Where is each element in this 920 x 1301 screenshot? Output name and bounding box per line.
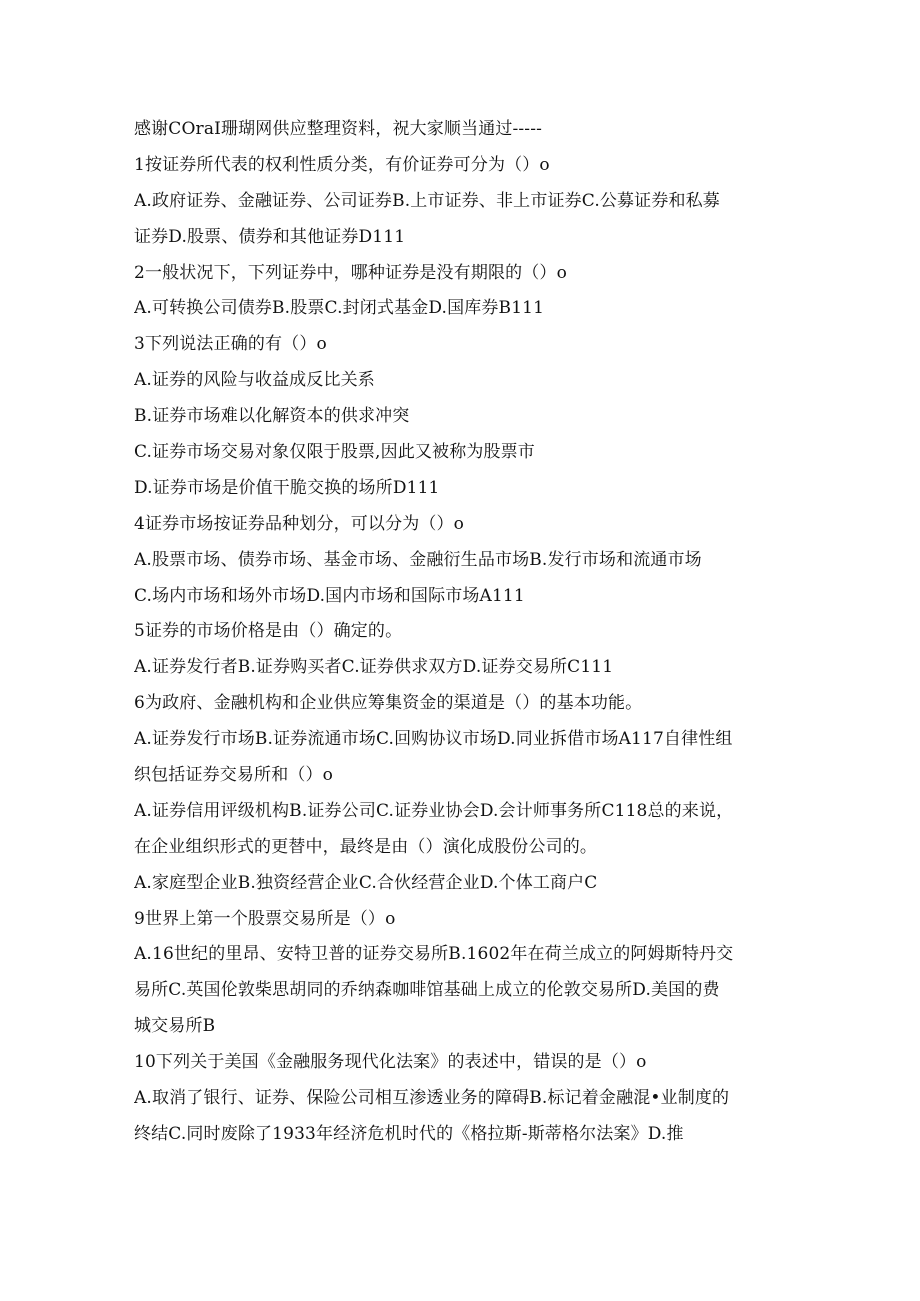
question-6-options: A.证券发行市场B.证券流通市场C.回购协议市场D.同业拆借市场A117自律性组	[134, 729, 733, 750]
question-4-options-cont: C.场内市场和场外市场D.国内市场和国际市场A111	[134, 585, 525, 606]
question-9-options: A.16世纪的里昂、安特卫普的证券交易所B.1602年在荷兰成立的阿姆斯特丹交	[134, 944, 734, 965]
question-10-options: A.取消了银行、证券、保险公司相互渗透业务的障碍B.标记着金融混•业制度的	[134, 1088, 730, 1109]
question-3-option-b: B.证券市场难以化解资本的供求冲突	[134, 406, 410, 427]
question-9-options-end: 城交易所B	[134, 1016, 216, 1037]
question-10-options-cont: 终结C.同时废除了1933年经济危机时代的《格拉斯-斯蒂格尔法案》D.推	[134, 1123, 684, 1144]
question-7-options: A.证券信用评级机构B.证券公司C.证券业协会D.会计师事务所C118总的来说，	[134, 800, 734, 821]
question-1: 1按证券所代表的权利性质分类，有价证券可分为（）o	[134, 154, 550, 175]
question-7-cont: 织包括证券交易所和（）o	[134, 765, 334, 786]
question-5: 5证券的市场价格是由（）确定的。	[134, 621, 403, 642]
question-5-options: A.证券发行者B.证券购买者C.证券供求双方D.证券交易所C111	[134, 657, 614, 678]
question-9: 9世界上第一个股票交易所是（）o	[134, 908, 396, 929]
document-body	[134, 112, 800, 1153]
question-1-options: A.政府证券、金融证券、公司证券B.上市证券、非上市证券C.公募证券和私募	[134, 190, 720, 211]
question-8-cont: 在企业组织形式的更替中，最终是由（）演化成股份公司的。	[134, 836, 598, 857]
question-1-options-cont: 证券D.股票、债券和其他证券D111	[134, 226, 406, 247]
question-3-option-c: C.证券市场交易对象仅限于股票,因此又被称为股票市	[134, 442, 535, 463]
question-2: 2一般状况下，下列证券中，哪种证券是没有期限的（）o	[134, 262, 567, 283]
question-10: 10下列关于美国《金融服务现代化法案》的表述中，错误的是（）o	[134, 1052, 647, 1073]
question-4: 4证券市场按证券品种划分，可以分为（）o	[134, 513, 465, 534]
question-4-options: A.股票市场、债券市场、基金市场、金融衍生品市场B.发行市场和流通市场	[134, 549, 702, 570]
question-8-options: A.家庭型企业B.独资经营企业C.合伙经营企业D.个体工商户C	[134, 872, 598, 893]
question-9-options-cont: 易所C.英国伦敦柴思胡同的乔纳森咖啡馆基础上成立的伦敦交易所D.美国的费	[134, 980, 720, 1001]
question-3-option-a: A.证券的风险与收益成反比关系	[134, 370, 375, 391]
question-2-options: A.可转换公司债券B.股票C.封闭式基金D.国库券B111	[134, 298, 545, 319]
question-3-option-d: D.证券市场是价值干脆交换的场所D111	[134, 477, 440, 498]
question-3: 3下列说法正确的有（）o	[134, 334, 327, 355]
header-line: 感谢COraI珊瑚网供应整理资料，祝大家顺当通过-----	[134, 119, 542, 139]
question-6: 6为政府、金融机构和企业供应筹集资金的渠道是（）的基本功能。	[134, 693, 643, 714]
